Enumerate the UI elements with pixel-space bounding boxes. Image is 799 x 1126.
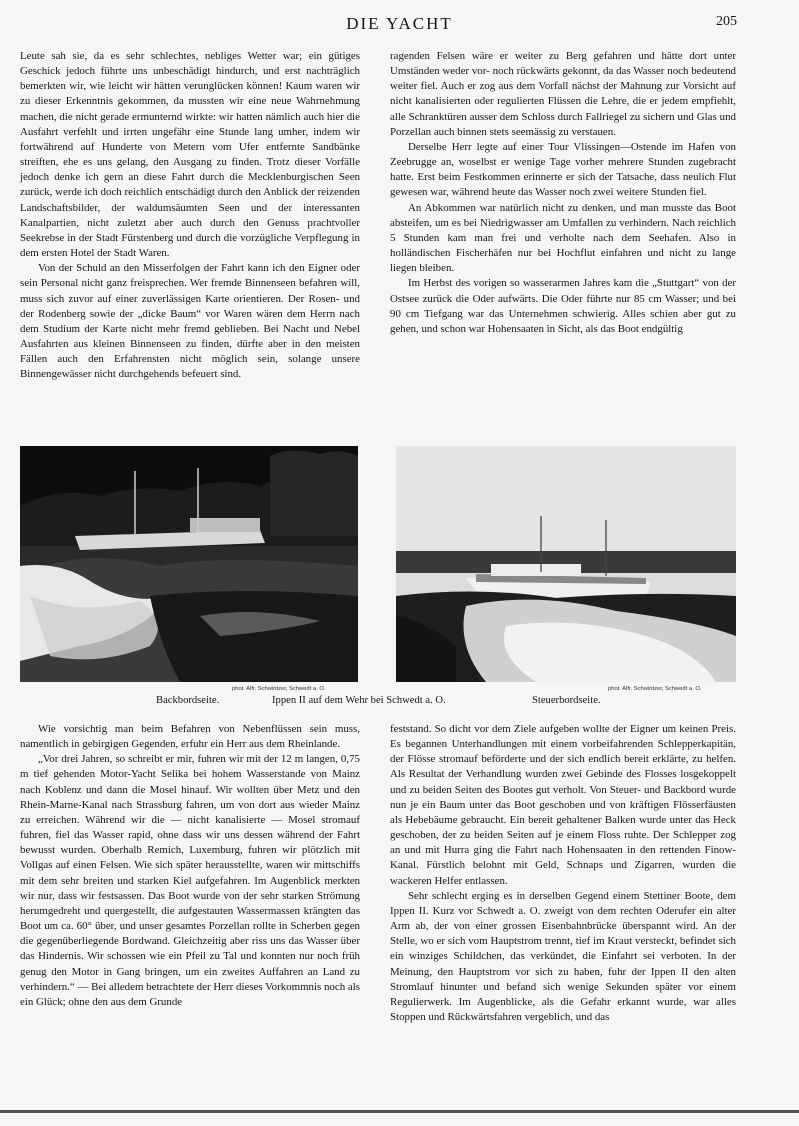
text-column-top-left bbox=[20, 49, 360, 382]
text-column-top-right bbox=[390, 49, 736, 337]
page-bottom-rule bbox=[0, 1110, 799, 1113]
photo-credit-right: phot. Alfr. Schwintzer, Schwedt a. O. bbox=[608, 686, 702, 692]
paragraph: Leute sah sie, da es sehr schlechtes, nebliges Wetter war; ein gütiges Geschick jedoch führte uns unbeschädigt hindurch, und erst nachträglich bemerkten wir, wie leicht wir hätten verunglücken können! Kaum waren wir zu dieser Erkenntnis gekommen, da mussten wir eine neue Wahrnehmung machen, die nicht gerade ermunternd wirkte: wir hatten nämlich auch hier die Ausfahrt verfehlt und irrten ungefähr eine Stunde lang umher, indem wir fortwährend auf Hunderte von Metern vom Ufer entfernte Sandbänke streiften, ehe es uns gelang, den Ausgang zu finden. Trotz dieser Vorfälle jedoch denke ich gern an diese Fahrt durch die Mecklenburgischen Seen zurück, werde ich doch reichlich entschädigt durch den Anblick der reizenden Landschaftsbilder, der waldumsäumten Seen und der interessanten Kanalpartien, nicht zuletzt aber auch durch den Genuss prachtvoller Seekrebse in der Stadt Fürstenberg und durch die vorzügliche Verpflegung in dem ersten Hotel der Stadt Waren. bbox=[20, 50, 360, 260]
paragraph: feststand. So dicht vor dem Ziele aufgeben wollte der Eigner um keinen Preis. Es begannen Unterhandlungen mit einem vorbeifahrenden Schlepperkapitän, der Flösse stromauf beförderte und der sich endlich bereit erklärte, zu helfen. Als Resultat der Verhandlung wurden zwei Gebinde des Flosses losgekoppelt und zu beiden Seiten des Bootes gut verholt. Von Steuer- und Backbord wurde nun je ein Baum unter das Boot geschoben und von kräftigen Flösserfäusten als Hebebäume gebraucht. Ein bereit gehaltener Balken wurde unter das Heck geschoben, der zu beiden Seiten auf je einem Floss ruhte. Der Schlepper zog an und mit Hurra ging die Fahrt nach Hohensaaten in den rettenden Finow-Kanal. Fürstlich belohnt mit Geld, Schnaps und Zigarren, wurden die wackeren Helfer entlassen. bbox=[390, 723, 736, 887]
caption-main: Ippen II auf dem Wehr bei Schwedt a. O. bbox=[272, 695, 446, 706]
photo-starboard-side bbox=[396, 446, 736, 682]
paragraph: ragenden Felsen wäre er weiter zu Berg gefahren und hätte dort unter Umständen weder vor- noch rückwärts gekonnt, da das Wasser noch bedeutend weiter fiel. Auch er zog aus dem Vorfall nächst der Mahnung zur Vorsicht auf nicht kanalisierten oder regulierten Flüssen die Lehre, die er jedem empfiehlt, alle Schranktüren ausser dem Schloss durch Fallriegel zu sichern und Glas und Porzellan auch binnen stets seemässig zu verstauen. bbox=[390, 50, 736, 138]
caption-starboard-side: Steuerbordseite. bbox=[532, 695, 601, 706]
paragraph: Im Herbst des vorigen so wasserarmen Jahres kam die „Stuttgart“ von der Ostsee zurück die Oder aufwärts. Die Oder führte nur 85 cm Wasser; und bei 90 cm Tiefgang war das Unternehmen schwierig. Alles schien aber gut zu gehen, und schon war Hohensaaten in Sicht, als das Boot endgültig bbox=[390, 277, 736, 335]
paragraph: Derselbe Herr legte auf einer Tour Vlissingen—Ostende im Hafen von Zeebrugge an, woselbst er wenige Tage vorher mehrere Stunden zugebracht hatte. Erst beim Festkommen erinnerte er sich der Tatsache, dass neulich Flut gewesen war, während heute das Wasser noch zwei weitere Stunden fiel. bbox=[390, 140, 736, 199]
running-header: DIE YACHT bbox=[346, 14, 453, 33]
text-column-bottom-right bbox=[390, 722, 736, 1025]
page-number: 205 bbox=[716, 14, 737, 29]
paragraph: „Vor drei Jahren, so schreibt er mir, fuhren wir mit der 12 m langen, 0,75 m tief gehenden Motor-Yacht Selika bei hohem Wasserstande von Mainz nach Koblenz und dann die Mosel hinauf. Wir wollten über Metz und den Rhein-Marne-Kanal nach Strassburg fahren, um von dort aus wieder Mainz zu erreichen. Während wir die — nicht kanalisierte — Mosel stromauf fuhren, fiel das Wasser rapid, ohne dass wir uns dessen während der Fahrt bewusst wurden. Oberhalb Remich, Luxemburg, fuhren wir plötzlich mit Vollgas auf einen Felsen. Wie sich später herausstellte, waren wir mittschiffs mit dem sehr breiten und starken Kiel aufgefahren. Im Augenblick merkten wir nur, dass wir festsassen. Das Boot wurde von der sehr starken Strömung herumgedreht und quergestellt, die aufgestauten Wassermassen krängten das Boot um ca. 60° über, und unser gesamtes Porzellan rollte in Scherben gegen die gegenüberliegende Bordwand. Gleichzeitig aber riss uns das Wasser über das Hindernis. Wir schossen wie ein Pfeil zu Tal und konnten nur noch früh genug den Motor in Gang bringen, um ein zweites Auffahren an Land zu verhindern.“ — Bei alledem betrachtete der Herr dieses Vorkommnis noch als ein Glück; ohne den aus dem Grunde bbox=[20, 753, 360, 1008]
paragraph: Wie vorsichtig man beim Befahren von Nebenflüssen sein muss, namentlich in gebirgigen Gegenden, erfuhr ein Herr aus dem Rheinlande. bbox=[20, 723, 360, 751]
photo-port-side bbox=[20, 446, 358, 682]
text-column-bottom-left bbox=[20, 722, 360, 1010]
paragraph: Von der Schuld an den Misserfolgen der Fahrt kann ich den Eigner oder sein Personal nicht ganz freisprechen. Wer fremde Binnenseen befahren will, muss sich zuvor auf einer zuverlässigen Karte orientieren. Der Rosen- und der Rodenberg sowie der „dicke Baum“ vor Waren wären dem Herrn nach dem Studium der Karte nicht mehr fremd geblieben. Bei Nacht und Nebel Ausfahrten aus kleinen Binnenseen zu finden, dürfte aber in den meisten Fällen auch den Erfahrensten nicht möglich sein, solange unsere Binnengewässer nicht durchgehends befeuert sind. bbox=[20, 262, 360, 381]
caption-port-side: Backbordseite. bbox=[156, 695, 220, 706]
photo-credit-left: phot. Alfr. Schwintzer, Schwedt a. O. bbox=[232, 686, 326, 692]
paragraph: Sehr schlecht erging es in derselben Gegend einem Stettiner Boote, dem Ippen II. Kurz vor Schwedt a. O. zweigt von dem rechten Oderufer ein alter Arm ab, der von einer grossen Eisenbahnbrücke überspannt wird. An der Stelle, wo er sich vom Hauptstrom trennt, tief im Kraut versteckt, befindet sich ein winziges Schildchen, das verkündet, die Einfahrt sei verboten. In der Meinung, den Hauptstrom vor sich zu haben, fuhr der Ippen II den alten Stromlauf hinunter und befand sich wenige Sekunden später vor einem Regulierwerk. Im Augenblicke, als die Gefahr erkannt wurde, war alles Stoppen und Rückwärtsfahren vergeblich, und das bbox=[390, 889, 736, 1023]
paragraph: An Abkommen war natürlich nicht zu denken, und man musste das Boot absteifen, um es bei Niedrigwasser am Umfallen zu verhindern. Nach reichlich 5 Stunden kam man frei und verholte nach dem Seehafen. Also in holländischen Fischerhäfen nur bei Hochflut einfahren und nicht zu lange liegen bleiben. bbox=[390, 201, 736, 275]
